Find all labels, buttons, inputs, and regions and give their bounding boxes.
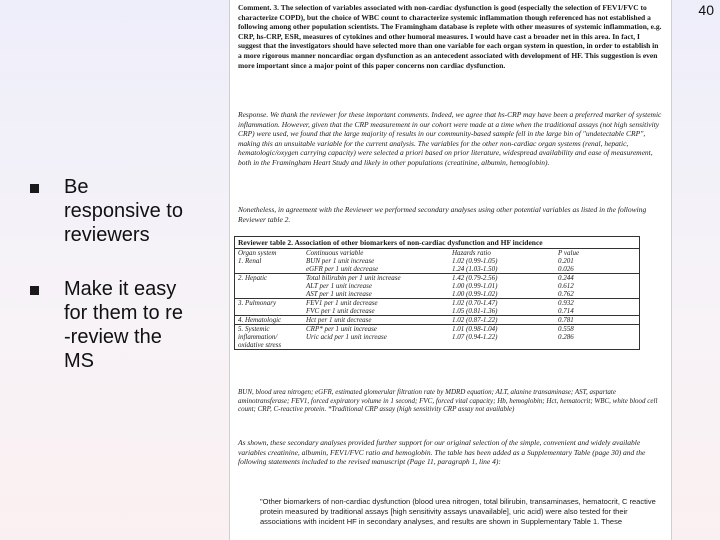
header-cell: Hazards ratio (452, 249, 491, 257)
organ-system-cell (235, 290, 303, 299)
p-value-cell: 0.558 (555, 325, 639, 334)
variable-cell: Uric acid per 1 unit increase (306, 333, 387, 341)
table-header-row (235, 249, 639, 257)
organ-system-cell (235, 307, 303, 316)
variable-cell: ALT per 1 unit increase (306, 282, 372, 290)
organ-system-cell: 2. Hepatic (235, 274, 303, 283)
table-row (235, 274, 639, 283)
variable-cell: Hct per 1 unit decrease (303, 316, 449, 325)
organ-system-cell: inflammation/ (238, 333, 278, 341)
variable-cell (303, 341, 449, 349)
table-title: Reviewer table 2. Association of other biomarkers of non-cardiac dysfunction and HF incidence (235, 237, 639, 249)
p-value-cell: 0.612 (558, 282, 574, 290)
slide-number: 40 (698, 2, 714, 18)
p-value-cell: 0.244 (555, 274, 639, 283)
hazard-ratio-cell: 1.00 (0.99-1.01) (452, 282, 498, 290)
document-excerpt (229, 0, 672, 540)
table-body (235, 257, 639, 349)
table-row (235, 341, 639, 349)
manuscript-quote: "Other biomarkers of non-cardiac dysfunction (blood urea nitrogen, total bilirubin, transaminases, hematocrit, C reactive protein measured by traditional assays [high sensitivity assays unavailable], uric acid) were also tested for their associations with incident HF in secondary analyses, and results are shown in Supplementary Table 1. These (260, 497, 656, 526)
table-row (235, 282, 639, 290)
header-cell: P value (558, 249, 580, 257)
hazard-ratio-cell: 1.05 (0.81-1.36) (452, 307, 498, 315)
bullet-text: Be responsive to reviewers (64, 176, 183, 246)
variable-cell: FVC per 1 unit decrease (306, 307, 375, 315)
hazard-ratio-cell (449, 341, 555, 349)
variable-cell: CRP* per 1 unit increase (303, 325, 449, 334)
reviewer-table (234, 236, 640, 350)
organ-system-cell (235, 265, 303, 274)
p-value-cell (555, 341, 639, 349)
table-row (235, 290, 639, 299)
p-value-cell: 0.932 (555, 299, 639, 308)
p-value-cell: 0.714 (558, 307, 574, 315)
organ-system-cell: 1. Renal (238, 257, 262, 265)
table-row (235, 325, 639, 334)
variable-cell: eGFR per 1 unit decrease (306, 265, 379, 273)
variable-cell: FEV1 per 1 unit decrease (303, 299, 449, 308)
bullet-list (30, 175, 230, 403)
bullet-item (30, 277, 230, 373)
hazard-ratio-cell: 1.24 (1.03-1.50) (452, 265, 498, 273)
table-row (235, 307, 639, 316)
bullet-item (30, 175, 230, 247)
variable-cell: BUN per 1 unit increase (306, 257, 375, 265)
table-row (235, 299, 639, 308)
p-value-cell: 0.762 (558, 290, 574, 298)
p-value-cell: 0.781 (555, 316, 639, 325)
variable-cell: Total bilirubin per 1 unit increase (303, 274, 449, 283)
header-cell: Continuous variable (306, 249, 364, 257)
author-response: Response. We thank the reviewer for these important comments. Indeed, we agree that hs-CRP may have been a preferred marker of systemic inflammation. However, given that the CRP measurement in our cohort were made at a time when the traditional assays (not high sensitivity CRP) were used, we found that the large majority of results in our community-based sample fell in the large bin of "undetectable CRP", making this an unsuitable variable for the current analysis. The variables for the other non-cardiac organ systems (renal, hepatic, hematologic/oxygen carrying capacity) were selected a priori based on prior literature, widespread availability and ease of measurement, both in the Framingham Heart Study and likely in other populations (creatinine, albumin, hemoglobin). (238, 110, 662, 167)
header-cell: Organ system (238, 249, 277, 257)
organ-system-cell: 4. Hematologic (235, 316, 303, 325)
biomarker-table (235, 249, 639, 349)
square-bullet-icon (30, 286, 39, 295)
square-bullet-icon (30, 184, 39, 193)
table-footnote: BUN, blood urea nitrogen; eGFR, estimated glomerular filtration rate by MDRD equation; ALT, alanine transaminase; AST, aspartate aminotransferase; FEV1, forced expiratory volume in 1 second; FVC, forced vital capacity; Hb, hemoglobin; Hct, hematocrit; WBC, white blood cell count; CRP, C-reactive protein. *Traditional CRP assay (high sensitivity CRP assay not available) (238, 388, 658, 414)
hazard-ratio-cell: 1.01 (0.98-1.04) (449, 325, 555, 334)
table-row (235, 333, 639, 341)
p-value-cell: 0.201 (558, 257, 574, 265)
table-row (235, 265, 639, 274)
p-value-cell: 0.286 (558, 333, 574, 341)
table-row (235, 257, 639, 265)
organ-system-cell: 3. Pulmonary (235, 299, 303, 308)
organ-system-cell: oxidative stress (238, 341, 282, 349)
variable-cell: AST per 1 unit increase (306, 290, 372, 298)
table-row (235, 316, 639, 325)
bullet-text: Make it easy for them to re -review the MS (64, 278, 183, 372)
hazard-ratio-cell: 1.00 (0.99-1.02) (452, 290, 498, 298)
organ-system-cell: 5. Systemic (235, 325, 303, 334)
p-value-cell: 0.026 (558, 265, 574, 273)
secondary-analysis-intro: Nonetheless, in agreement with the Reviewer we performed secondary analyses using other potential variables as listed in the following Reviewer table 2. (238, 205, 647, 224)
analysis-summary: As shown, these secondary analyses provided further support for our original selection of the simple, convenient and widely available variables creatinine, albumin, FEV1/FVC ratio and hemoglobin. The table has been added as a Supplementary Table (page 30) and the following statements included to the revised manuscript (Page 11, paragraph 1, line 4): (238, 438, 646, 467)
hazard-ratio-cell: 1.02 (0.99-1.05) (452, 257, 498, 265)
reviewer-comment: Comment. 3. The selection of variables associated with non-cardiac dysfunction is good (especially the selection of FEV1/FVC to characterize COPD), but the choice of WBC count to characterize systemic inflammation though referenced has not established a following among other population scientists. The Framingham database is replete with other measures of systemic inflammation, e.g. CRP, hs-CRP, ESR, measures of cytokines and other humoral measures. I would have cast a broader net in this area. In fact, I suggest that the investigators should have selected more than one variable for each organ system in question, in order to establish in a more rigorous manner noncardiac organ dysfunction as an antecedent associated with development of HF. This suggestion is even more important since a major point of this paper concerns non cardiac dysfunction. (238, 3, 662, 70)
hazard-ratio-cell: 1.02 (0.87-1.22) (449, 316, 555, 325)
hazard-ratio-cell: 1.42 (0.79-2.56) (449, 274, 555, 283)
organ-system-cell (235, 282, 303, 290)
hazard-ratio-cell: 1.02 (0.70-1.47) (449, 299, 555, 308)
hazard-ratio-cell: 1.07 (0.94-1.22) (452, 333, 498, 341)
